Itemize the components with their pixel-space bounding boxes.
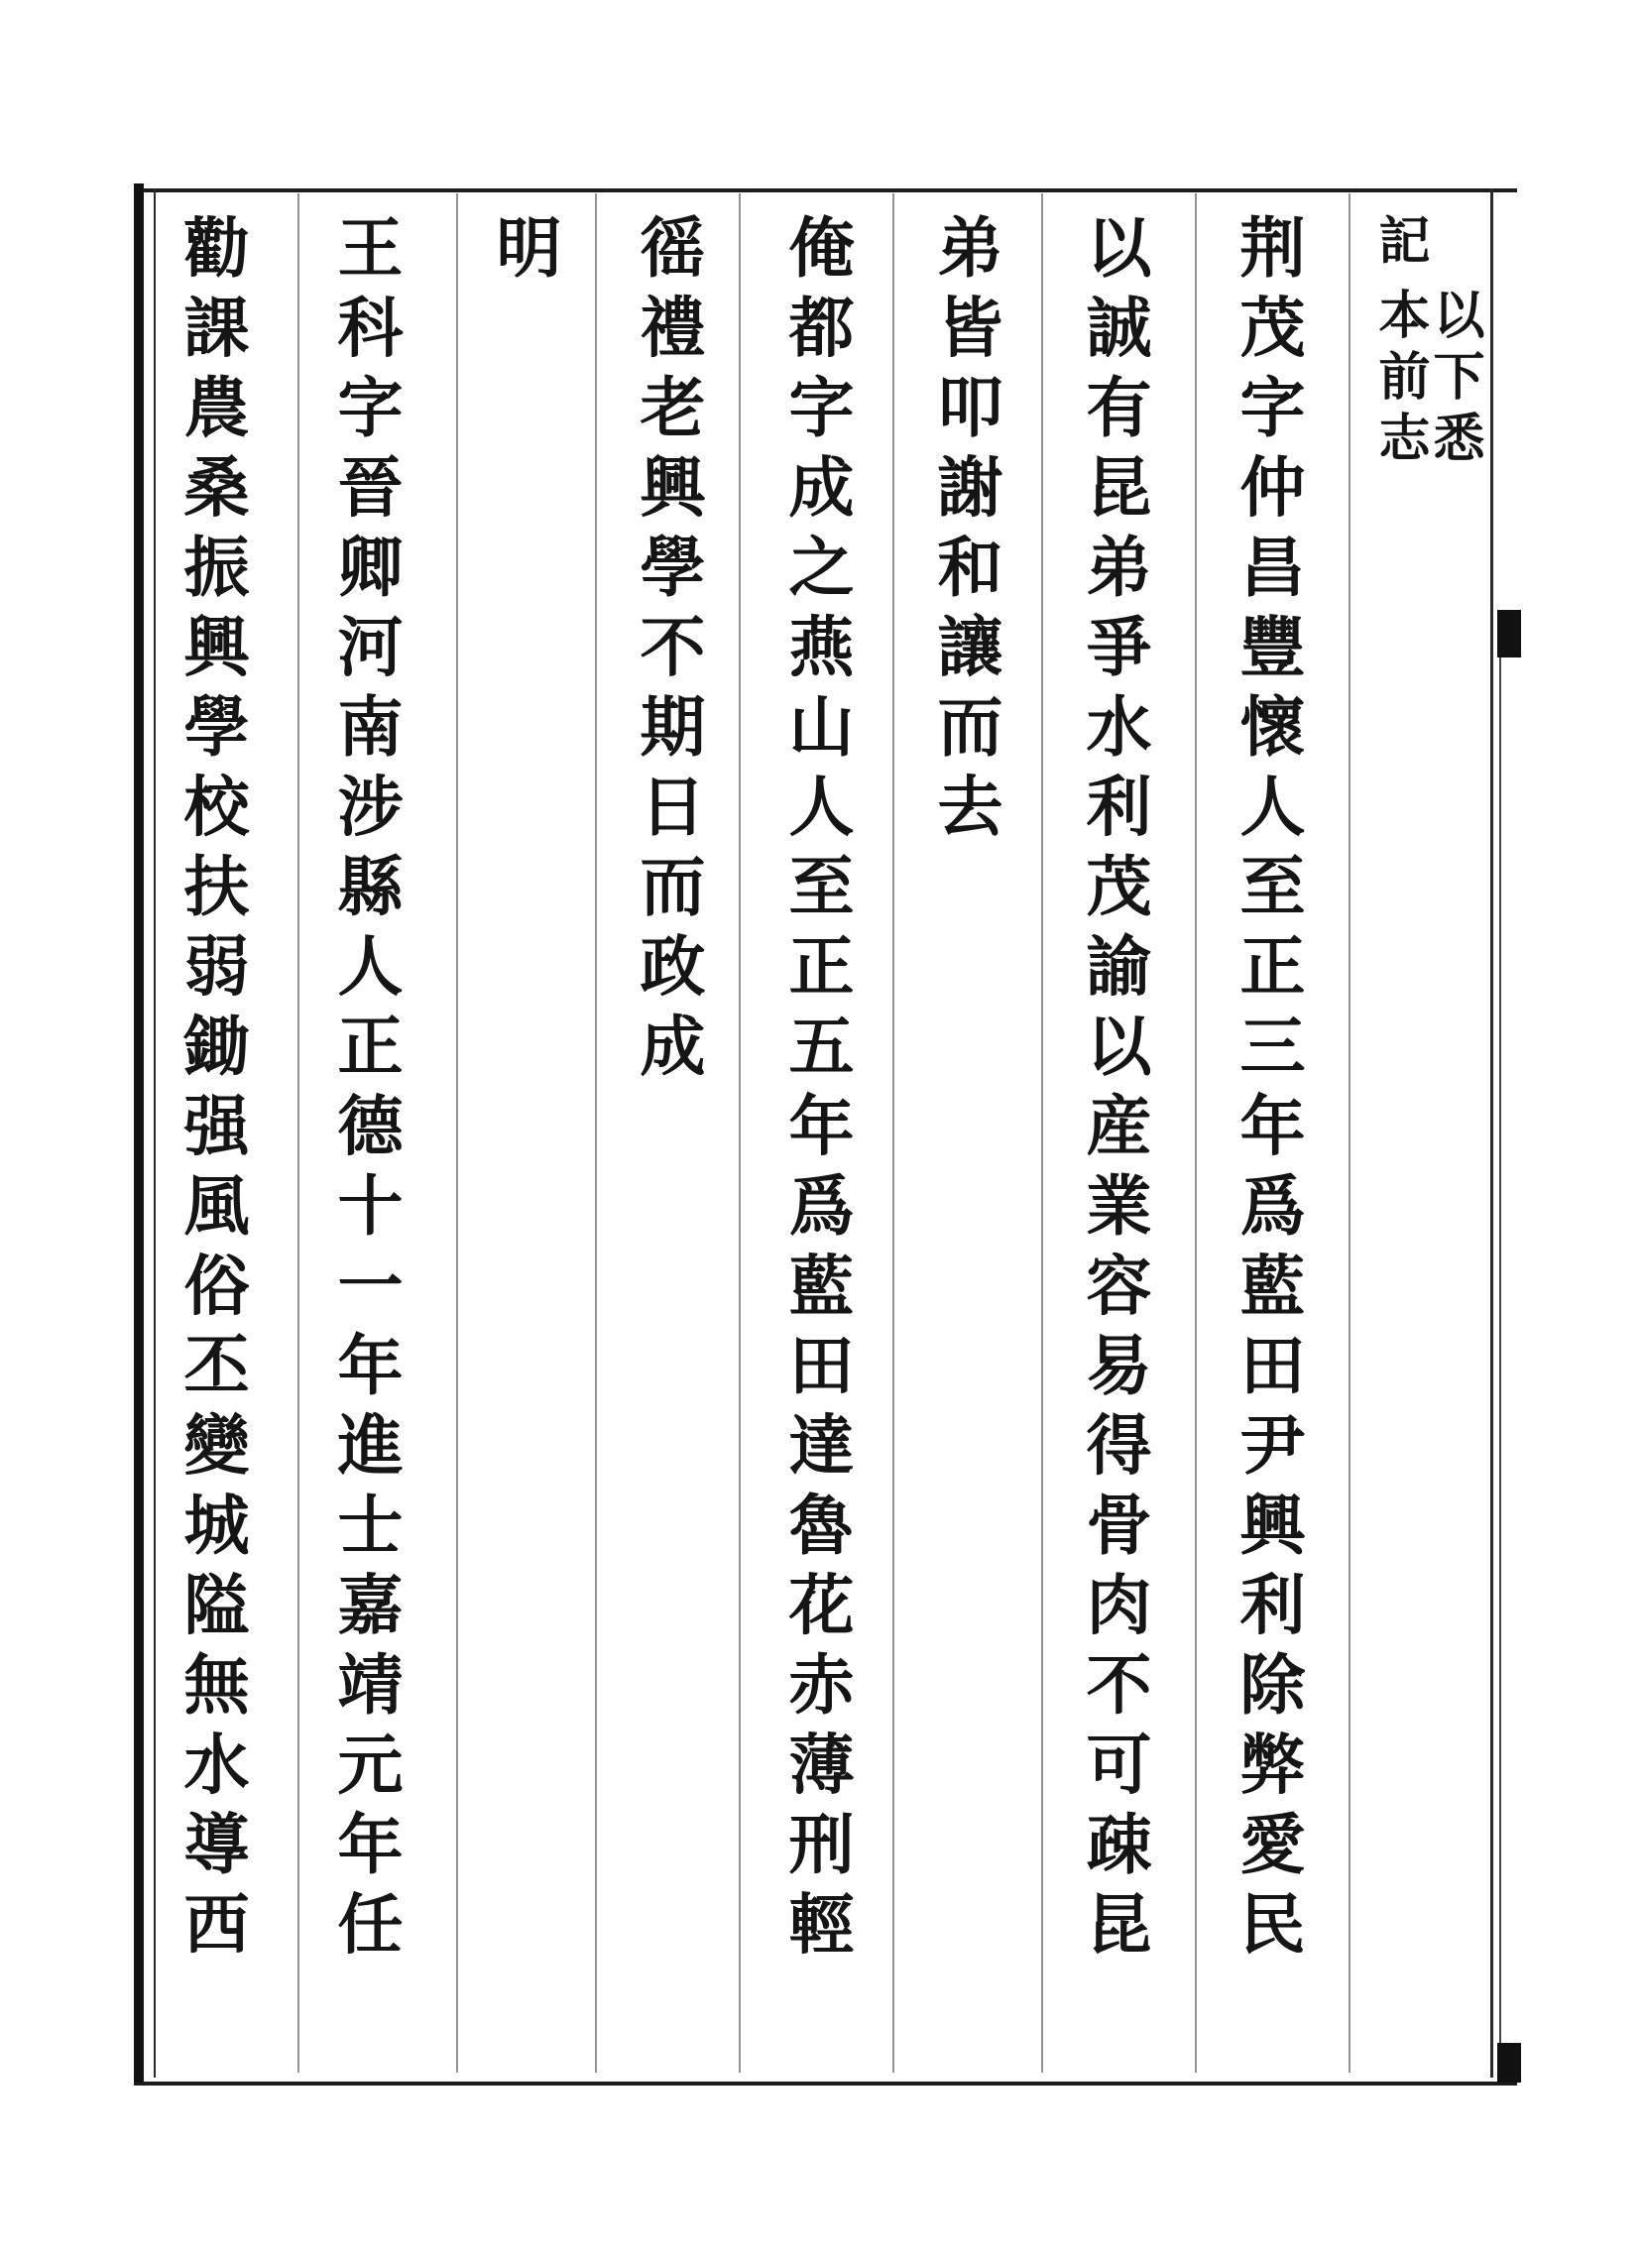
column-rule xyxy=(739,193,741,2073)
annotation-line-2: 本前志 xyxy=(1369,288,1430,472)
text-column-6: 明 xyxy=(485,213,562,294)
annotation-line-3: 記 xyxy=(1369,213,1430,275)
text-column-2: 以誠有昆弟爭水利茂諭以産業容易得骨肉不可疎昆 xyxy=(1075,213,1152,1970)
column-rule xyxy=(297,193,299,2073)
fish-tail-mark-top xyxy=(1497,610,1521,657)
frame-right-border xyxy=(1490,188,1493,2078)
frame-left-border xyxy=(134,183,144,2083)
column-rule xyxy=(456,193,458,2073)
center-fold-margin xyxy=(1499,615,1517,2078)
fish-tail-mark-bottom xyxy=(1497,2043,1521,2083)
text-column-7: 王科字晉卿河南涉縣人正德十一年進士嘉靖元年任 xyxy=(326,213,404,1970)
column-rule xyxy=(595,193,597,2073)
column-rule xyxy=(1349,193,1350,2073)
text-column-3: 弟皆叩謝和讓而去 xyxy=(926,213,1003,852)
text-column-8: 勸課農桑振興學校扶弱鋤强風俗丕變城隘無水導西 xyxy=(173,213,250,1970)
text-column-5: 徭禮老興學不期日而政成 xyxy=(629,213,706,1092)
text-column-1: 荆茂字仲昌豐懷人至正三年爲藍田尹興利除弊愛民 xyxy=(1229,213,1306,1970)
column-rule xyxy=(892,193,894,2073)
column-rule xyxy=(1041,193,1043,2073)
annotation-line-1: 以下悉 xyxy=(1424,288,1484,472)
frame-left-inner-border xyxy=(154,188,156,2078)
column-rule xyxy=(1195,193,1197,2073)
text-column-4: 俺都字成之燕山人至正五年爲藍田達魯花赤薄刑輕 xyxy=(777,213,855,1970)
